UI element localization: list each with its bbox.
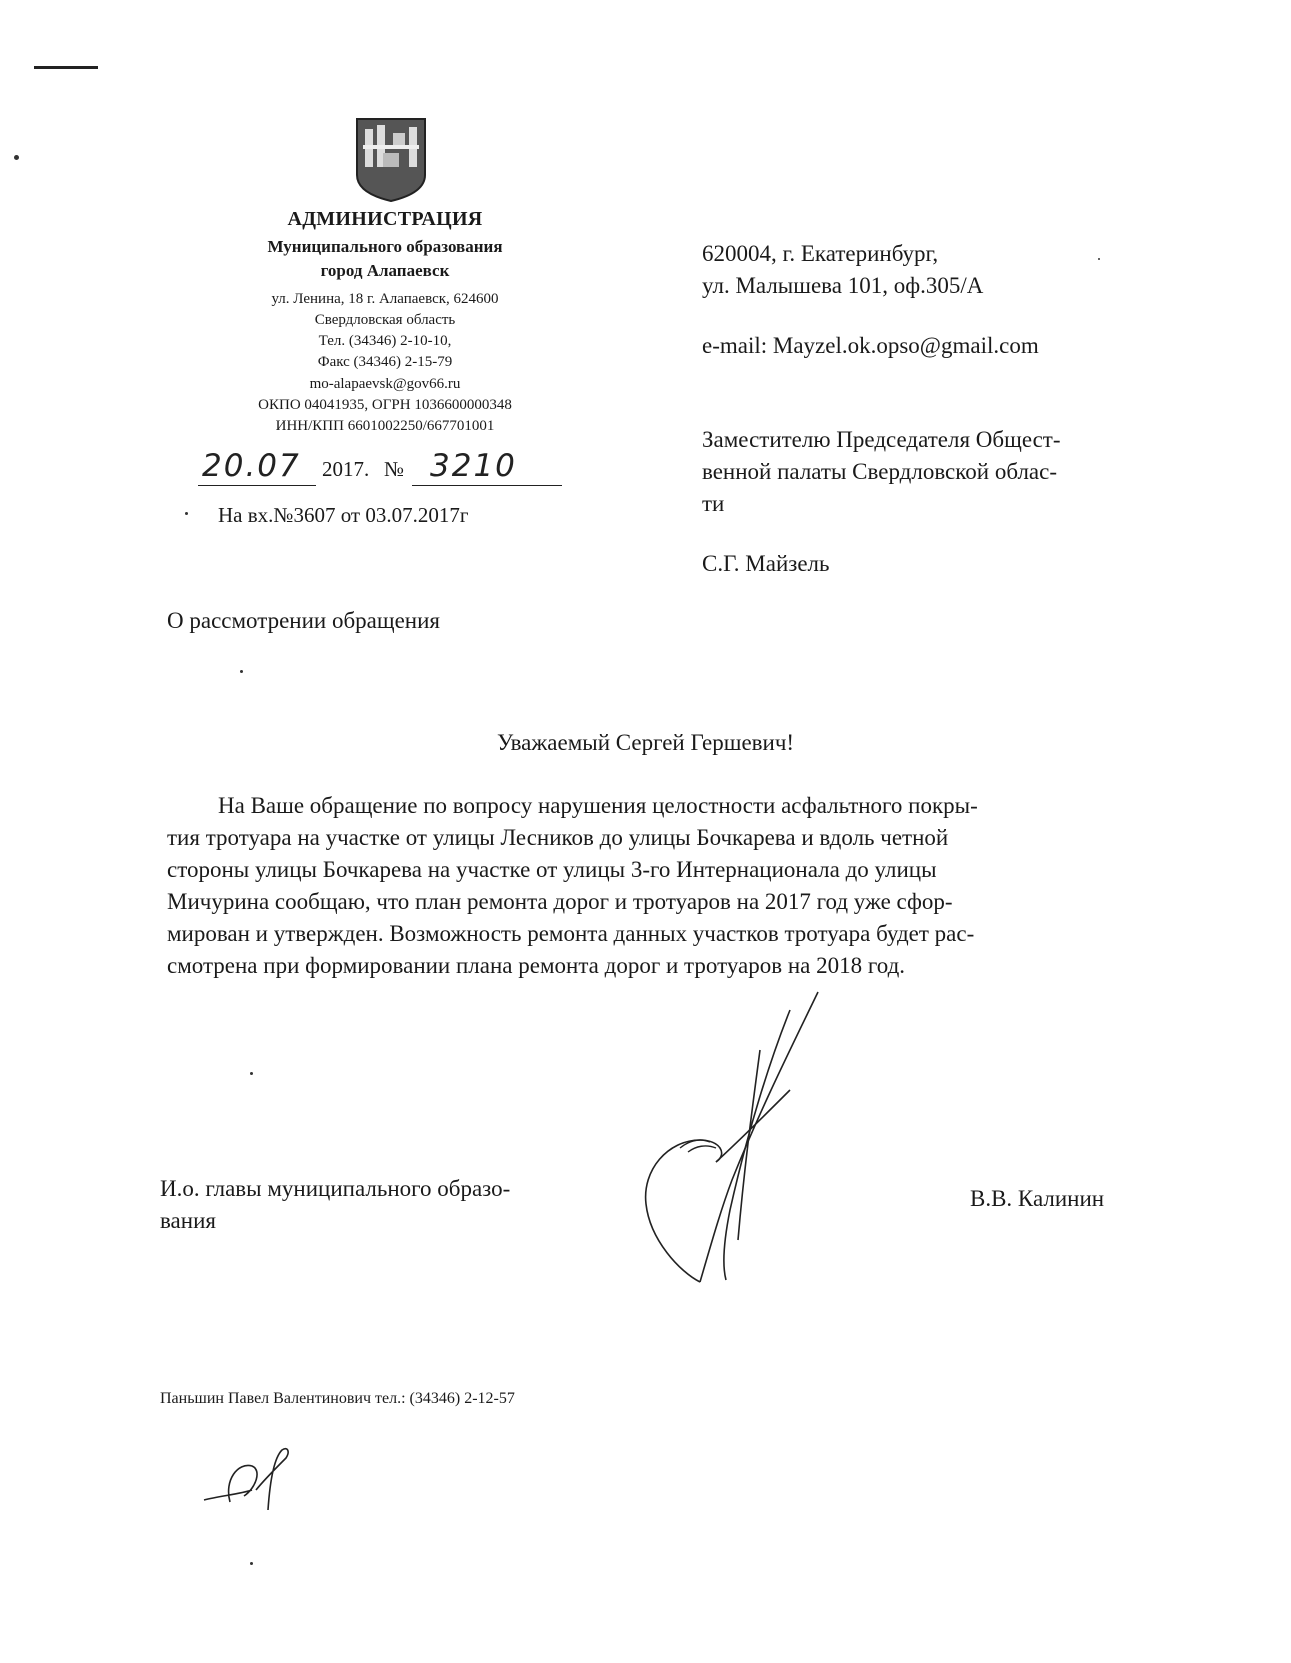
handwritten-number: 3210 <box>430 448 517 484</box>
addressee-position-line2: венной палаты Свердловской облас- <box>702 459 1058 484</box>
outgoing-number-line <box>198 448 563 492</box>
body-line: смотрена при формировании плана ремонта дорог и тротуаров на 2018 год. <box>167 953 906 978</box>
org-fax: Факс (34346) 2-15-79 <box>317 354 453 370</box>
addressee-email: e-mail: Mayzel.ok.opso@gmail.com <box>702 333 1039 358</box>
letter-greeting: Уважаемый Сергей Гершевич! <box>496 730 795 755</box>
handwritten-initials <box>200 1440 310 1520</box>
org-address-line1: ул. Ленина, 18 г. Алапаевск, 624600 <box>271 291 499 307</box>
number-underline <box>412 485 562 486</box>
signer-name: В.В. Калинин <box>970 1186 1105 1211</box>
body-line: мирован и утвержден. Возможность ремонта данных участков тротуара будет рас- <box>167 921 975 946</box>
addressee-name: С.Г. Майзель <box>702 551 830 576</box>
org-address-line2: Свердловская область <box>314 312 456 328</box>
body-line: стороны улицы Бочкарева на участке от улицы 3-го Интернационала до улицы <box>167 857 937 882</box>
scan-artifact-speck <box>185 512 188 515</box>
addressee-address-line1: 620004, г. Екатеринбург, <box>702 241 939 266</box>
incoming-reference: На вх.№3607 от 03.07.2017г <box>218 503 469 527</box>
addressee-position-line3: ти <box>702 491 725 516</box>
org-okpo-ogrn: ОКПО 04041935, ОГРН 1036600000348 <box>258 397 512 413</box>
number-prefix: № <box>384 457 405 481</box>
handwritten-date: 20.07 <box>202 448 301 484</box>
executor-contact: Паньшин Павел Валентинович тел.: (34346) 2-12-57 <box>160 1390 515 1407</box>
signer-position-line2: вания <box>160 1208 216 1233</box>
body-line: тия тротуара на участке от улицы Лесников до улицы Бочкарева и вдоль четной <box>167 825 949 850</box>
org-subtitle-line2: город Алапаевск <box>320 261 450 280</box>
date-underline <box>198 485 316 486</box>
scan-artifact-speck <box>1098 258 1100 260</box>
body-line: Мичурина сообщаю, что план ремонта дорог и тротуаров на 2017 год уже сфор- <box>167 889 953 914</box>
org-phone: Тел. (34346) 2-10-10, <box>318 333 452 349</box>
scan-artifact-speck <box>250 1072 253 1075</box>
addressee-address-line2: ул. Малышева 101, оф.305/А <box>702 273 984 298</box>
org-subtitle-line1: Муниципального образования <box>267 237 503 256</box>
coat-of-arms-emblem <box>353 117 429 203</box>
letter-subject: О рассмотрении обращения <box>167 608 440 633</box>
scan-artifact-mark <box>34 66 98 69</box>
body-line: На Ваше обращение по вопросу нарушения целостности асфальтного покры- <box>218 793 978 818</box>
handwritten-signature <box>640 990 840 1290</box>
org-email: mo-alapaevsk@gov66.ru <box>309 376 461 392</box>
org-inn-kpp: ИНН/КПП 6601002250/667701001 <box>275 418 495 434</box>
scan-artifact-speck <box>240 670 243 673</box>
scan-artifact-speck <box>250 1562 253 1565</box>
signer-position-line1: И.о. главы муниципального образо- <box>160 1176 511 1201</box>
scan-artifact-speck <box>14 155 19 160</box>
org-title: АДМИНИСТРАЦИЯ <box>287 208 483 230</box>
addressee-position-line1: Заместителю Председателя Общест- <box>702 427 1061 452</box>
printed-year: 2017. <box>322 457 370 481</box>
